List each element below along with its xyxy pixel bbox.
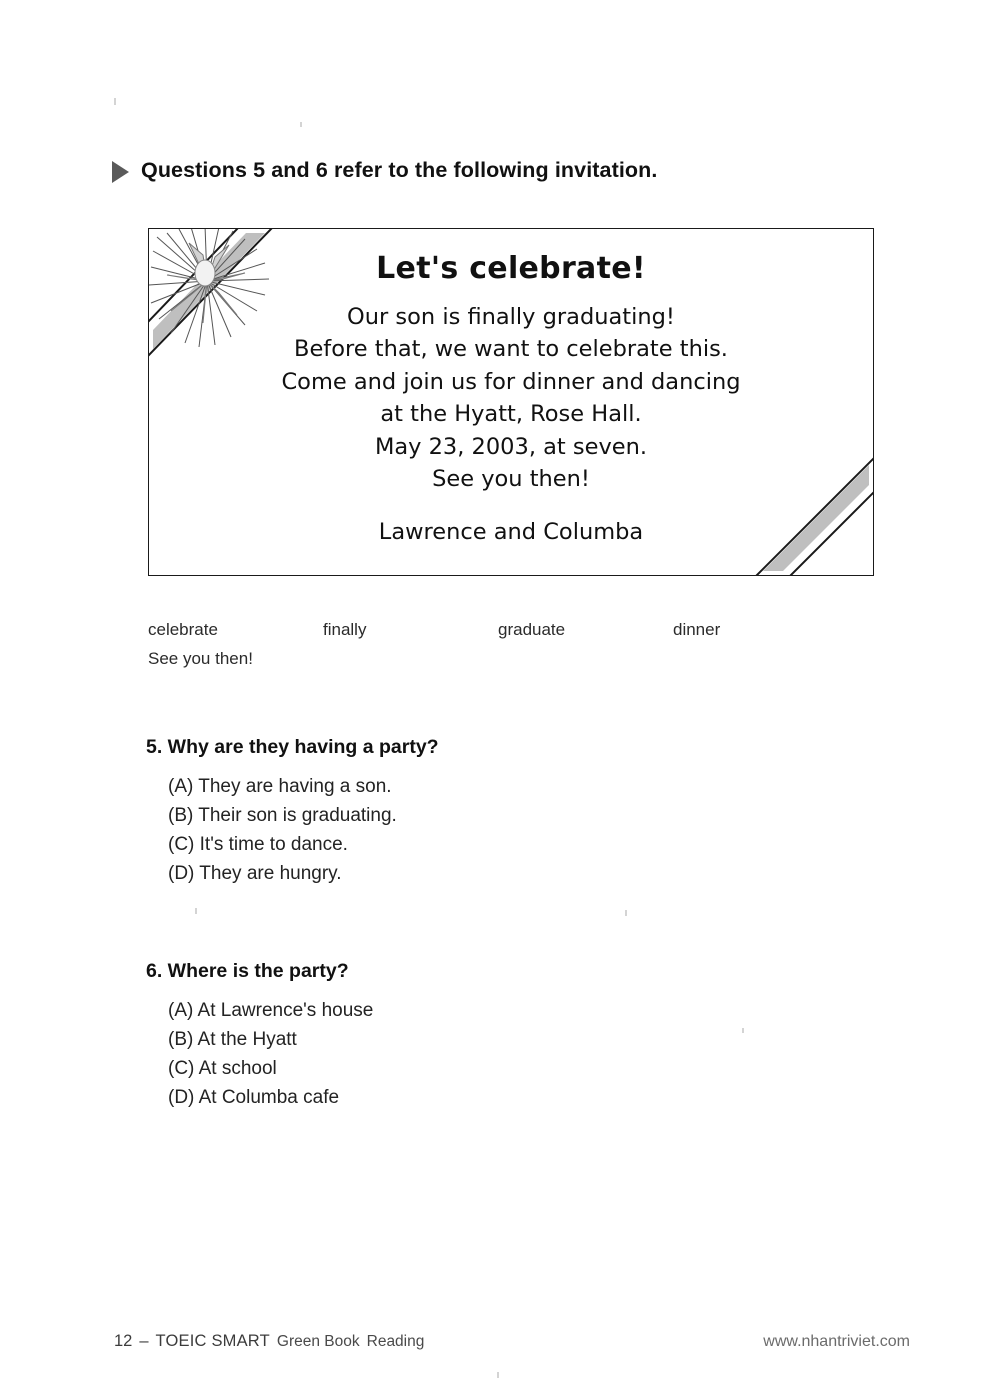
answer-choices: [168, 773, 906, 889]
invitation-line: at the Hyatt, Rose Hall.: [380, 401, 642, 428]
vocabulary-row: [148, 649, 848, 669]
invitation-line: Our son is finally graduating!: [347, 304, 675, 330]
answer-choice-b[interactable]: (B) Their son is graduating.: [168, 804, 397, 826]
footer-series: Green Book: [276, 1333, 360, 1350]
footer-brand: TOEIC SMART: [155, 1332, 270, 1350]
answer-choice-d[interactable]: (D) They are hungry.: [168, 862, 342, 884]
page-number: 12: [114, 1332, 133, 1350]
footer-section: Reading: [366, 1333, 425, 1350]
scan-speck: [625, 910, 627, 916]
invitation-signature: Lawrence and Columba: [378, 519, 644, 546]
page-footer: [0, 1332, 1000, 1358]
scan-speck: [497, 1372, 499, 1378]
directions-text: Questions 5 and 6 refer to the following invitation.: [141, 158, 658, 182]
footer-website: www.nhantriviet.com: [763, 1333, 910, 1350]
answer-choices: [168, 997, 906, 1113]
answer-choice-d[interactable]: (D) At Columba cafe: [168, 1086, 340, 1108]
question-block-5: [146, 736, 906, 889]
answer-choice-b[interactable]: (B) At the Hyatt: [168, 1028, 297, 1050]
invitation-card: [148, 228, 874, 576]
vocabulary-row: [148, 620, 848, 640]
answer-choice-c[interactable]: (C) It's time to dance.: [168, 833, 348, 855]
invitation-line: May 23, 2003, at seven.: [374, 433, 648, 460]
invitation-line: Before that, we want to celebrate this.: [294, 336, 728, 363]
vocabulary-word: celebrate: [148, 620, 218, 639]
answer-choice-a[interactable]: (A) At Lawrence's house: [168, 1000, 374, 1021]
answer-choice-c[interactable]: (C) At school: [168, 1057, 277, 1079]
directions-line: [112, 158, 657, 183]
invitation-line: Come and join us for dinner and dancing: [281, 368, 741, 395]
invitation-title: Let's celebrate!: [376, 251, 646, 286]
scan-speck: [195, 908, 197, 914]
question-stem: 6. Where is the party?: [146, 960, 349, 982]
footer-left-group: [114, 1332, 424, 1351]
vocabulary-word: dinner: [673, 620, 721, 639]
invitation-line: See you then!: [432, 465, 590, 492]
scan-speck: [114, 98, 116, 105]
vocabulary-list: [148, 620, 848, 678]
vocabulary-word: finally: [323, 620, 367, 639]
answer-choice-a[interactable]: (A) They are having a son.: [168, 776, 392, 797]
scan-speck: [300, 122, 302, 127]
footer-dash: –: [139, 1332, 149, 1350]
vocabulary-phrase: See you then!: [148, 649, 253, 668]
question-block-6: [146, 960, 906, 1113]
question-stem: 5. Why are they having a party?: [146, 736, 439, 758]
vocabulary-word: graduate: [498, 620, 566, 639]
invitation-text-block: [149, 251, 873, 545]
triangle-right-icon: [112, 161, 129, 183]
